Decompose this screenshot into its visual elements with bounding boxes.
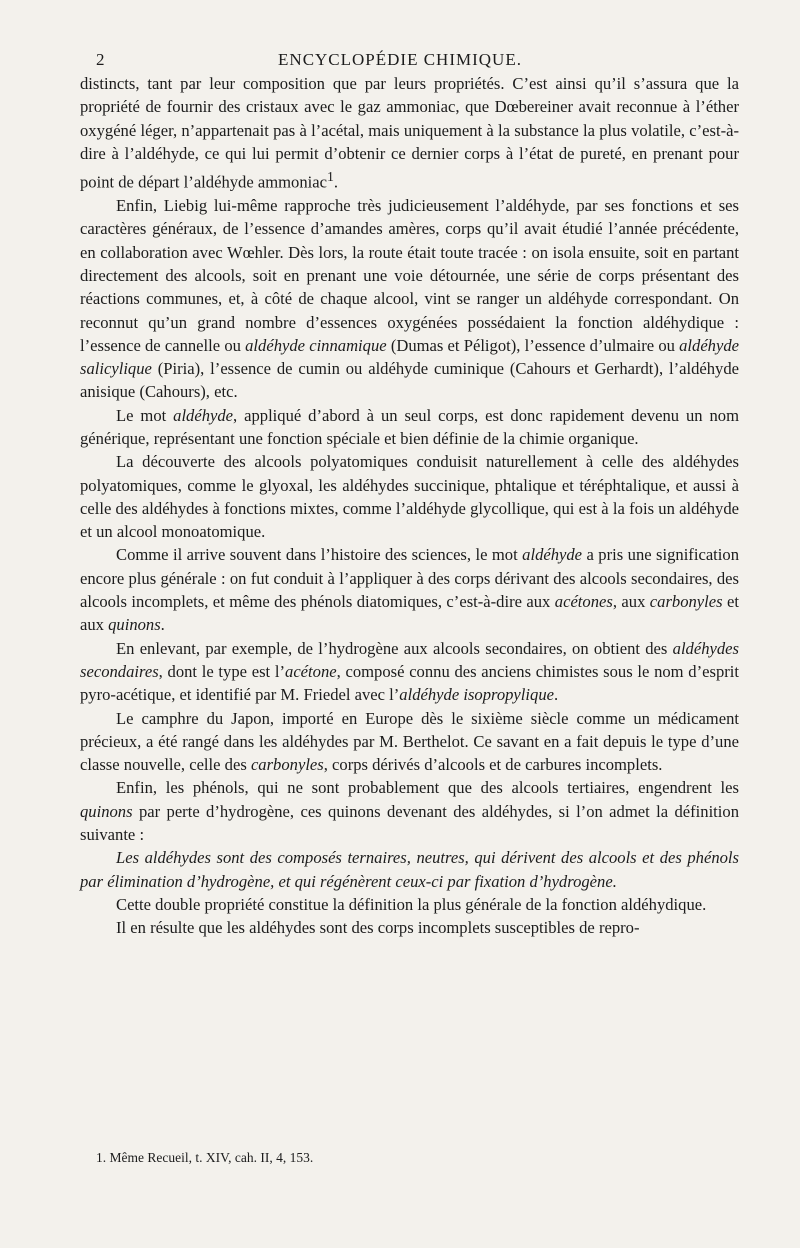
italic-term: quinons <box>108 615 161 635</box>
text-run: , appliqué d’abord à un seul corps, est donc rapidement devenu un nom générique, représentant une fonction spéciale et bien définie de la chimie organique. <box>80 405 739 448</box>
italic-term: aldéhyde isopropylique <box>399 685 554 705</box>
text-run: distincts, tant par leur composition que par leurs propriétés. C’est ainsi qu’il s’assura que la propriété de fournir des cristaux avec le gaz ammoniac, que Dœbereiner avait reconnue à l’éther oxygéné léger, n’appartenait pas à l’acétal, mais uniquement à la substance la plus volatile, c’est-à-dire à l’aldéhyde, ce qui lui permit d’obtenir ce dernier corps à l’état de pureté, en prenant pour point de départ l’aldéhyde ammoniac <box>80 74 739 192</box>
italic-term: carbonyles <box>250 755 324 775</box>
text-run: . <box>333 172 339 192</box>
italic-term: aldéhyde <box>173 405 234 425</box>
text-run: par perte d’hydrogène, ces quinons devenant des aldéhydes, si l’on admet la définition suivante : <box>80 801 739 845</box>
italic-term: aldéhyde <box>522 545 583 565</box>
text-run: Enfin, les phénols, qui ne sont probablement que des alcools tertiaires, engendrent les <box>116 778 739 798</box>
italic-term: Les aldéhydes sont des composés ternaires, neutres, qui dérivent des alcools et des phénols par élimination d’hydrogène, et qui régénèrent ceux-ci par fixation d’hydrogène. <box>80 848 739 891</box>
text-run: (Piria), l’essence de cumin ou aldéhyde cuminique (Cahours et Gerhardt), l’aldéhyde anisique (Cahours), etc. <box>80 359 739 402</box>
text-run: , corps dérivés d’alcools et de carbures incomplets. <box>323 755 663 775</box>
text-run: . <box>553 685 559 705</box>
italic-term: acétone <box>285 661 337 681</box>
text-run: et aux <box>80 592 740 635</box>
paragraph <box>80 72 739 194</box>
italic-term: quinons <box>80 801 133 821</box>
italic-term: aldéhydes secondaires <box>80 638 739 681</box>
text-run: Il en résulte que les aldéhydes sont des corps incomplets susceptibles de repro- <box>116 918 640 938</box>
text-run: La découverte des alcools polyatomiques conduisit naturellement à celle des aldéhydes polyatomiques, comme le glyoxal, les aldéhydes succinique, phtalique et téréphtalique, et aussi à celle des aldéhydes à fonctions mixtes, comme l’aldéhyde glycollique, qui est à la fois un aldéhyde et un alcool monoatomique. <box>80 452 739 542</box>
text-run: Cette double propriété constitue la définition la plus générale de la fonction aldéhydique. <box>116 894 707 914</box>
text-run: (Dumas et Péligot), l’essence d’ulmaire ou <box>386 335 680 355</box>
text-run: Le camphre du Japon, importé en Europe dès le sixième siècle comme un médicament précieux, a été rangé dans les aldéhydes par M. Berthelot. Ce savant en a fait depuis le type d’une classe nouvelle, celle des <box>80 708 739 775</box>
footnote-marker: 1 <box>326 169 334 185</box>
text-run: Le mot <box>116 405 174 425</box>
paragraph <box>80 637 739 707</box>
paragraph <box>80 450 739 543</box>
italic-term: aldéhyde cinnamique <box>245 335 387 355</box>
italic-term: aldéhyde salicylique <box>80 335 740 379</box>
text-run: Enfin, Liebig lui-même rapproche très judicieusement l’aldéhyde, par ses fonctions et ses caractères généraux, de l’essence d’amandes amères, corps qu’il avait étudié l’année précédente, en collaboration avec Wœhler. Dès lors, la route était toute tracée : on isola ensuite, soit en partant directement des alcools, soit en prenant une voie détournée, une série de corps présentant des réactions communes, et, à côté de chaque alcool, vint se ranger un aldéhyde correspondant. On reconnut qu’un grand nombre d’essences oxygénées possédaient la fonction aldéhydique : l’essence de cannelle ou <box>80 196 739 355</box>
paragraph <box>80 194 739 404</box>
page-header <box>0 50 800 74</box>
text-run: , composé connu des anciens chimistes sous le nom d’esprit pyro-acétique, et identifié par M. Friedel avec l’ <box>80 661 739 705</box>
body-text <box>80 72 739 940</box>
running-head: ENCYCLOPÉDIE CHIMIQUE. <box>278 50 522 69</box>
paragraph <box>80 404 739 451</box>
italic-term: carbonyles <box>649 592 723 612</box>
italic-term: acétones <box>554 592 613 612</box>
paragraph <box>80 916 739 939</box>
text-run: Comme il arrive souvent dans l’histoire des sciences, le mot <box>116 545 523 565</box>
paragraph <box>80 893 739 916</box>
text-run: , aux <box>612 592 650 612</box>
paragraph <box>80 707 739 777</box>
text-run: . <box>160 615 165 635</box>
text-run: En enlevant, par exemple, de l’hydrogène aux alcools secondaires, on obtient des <box>116 638 673 658</box>
footnote: 1. Même Recueil, t. XIV, cah. II, 4, 153. <box>96 1150 314 1165</box>
paragraph <box>80 543 739 636</box>
page-number: 2 <box>96 50 105 69</box>
text-run: , dont le type est l’ <box>158 661 286 681</box>
text-run: a pris une signification encore plus générale : on fut conduit à l’appliquer à des corps dérivant des alcools secondaires, des alcools incomplets, et même des phénols diatomiques, c’est-à-dire aux <box>80 545 739 612</box>
definition-paragraph <box>80 846 739 893</box>
paragraph <box>80 776 739 846</box>
